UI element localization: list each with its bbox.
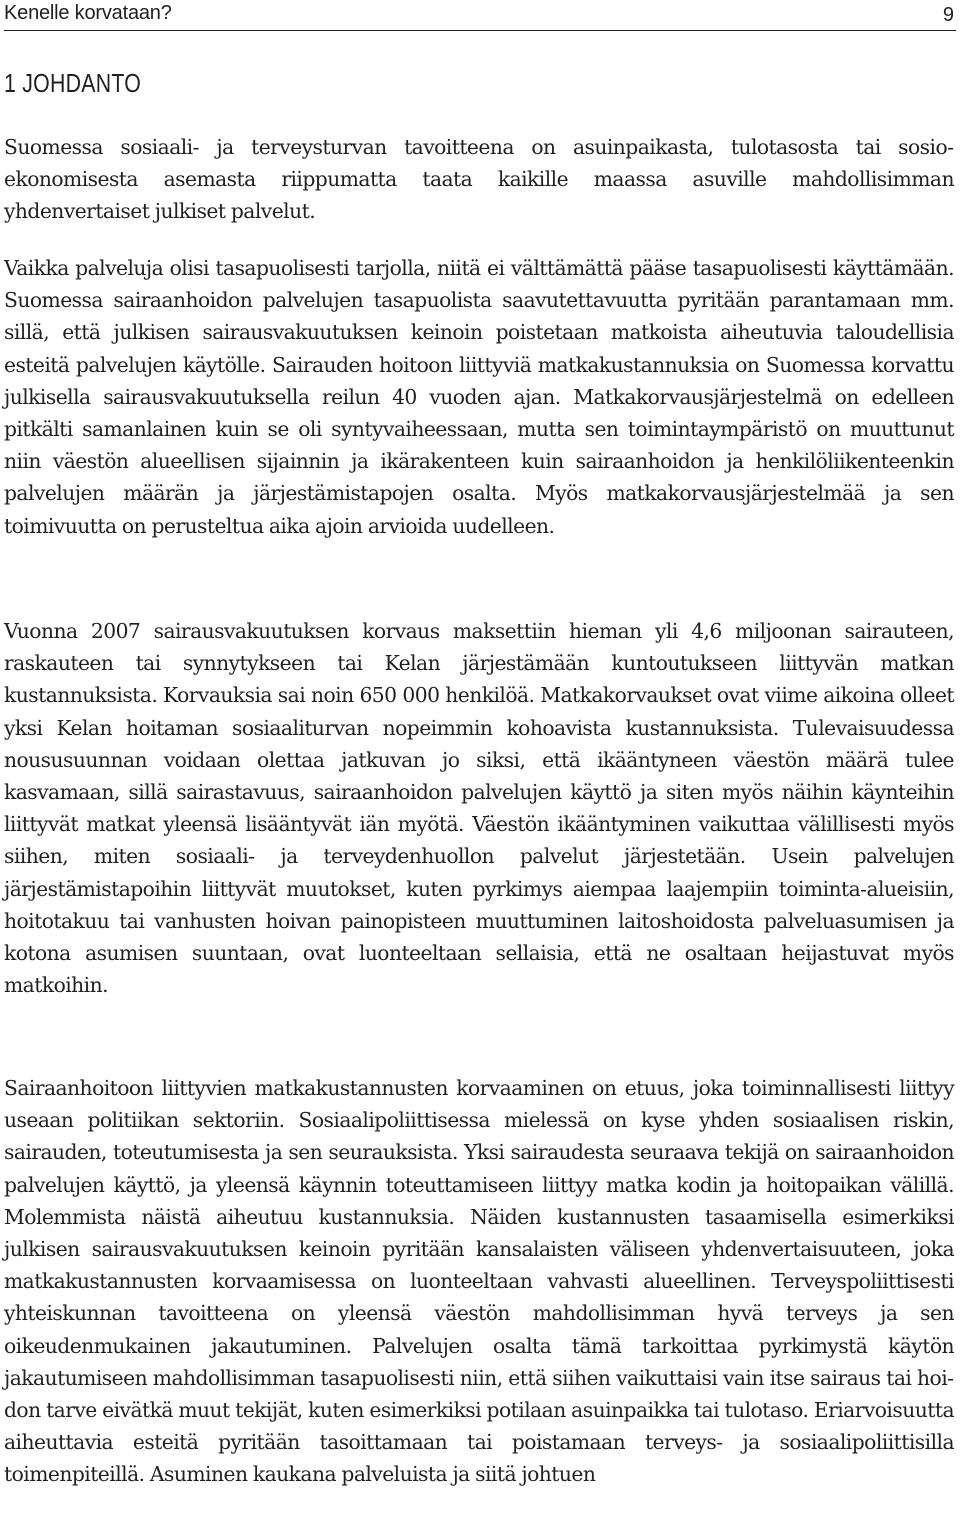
paragraph-4: Sairaanhoitoon liittyvien matkakustannusten korvaaminen on etuus, joka toiminnallisesti liittyy useaan politiikan sektoriin. Sosiaalipoliittisessa mielessä on kyse yhden sosiaalisen riskin, sairauden, toteutumisesta ja sen seurauksista. Yksi sairaudesta seuraava tekijä on sairaanhoidon palvelujen käyttö, ja yleensä käynnin toteuttamiseen liittyy matka kodin ja hoitopaikan välillä. Molemmista näistä aiheutuu kustannuksia. Näiden kustannusten tasaamisella esimerkiksi julkisen sairausvakuutuksen keinoin pyritään kansalaisten väliseen yhdenvertaisuuteen, joka matkakustannusten korvaamisessa on luonteeltaan vahvasti alueellinen. Terveyspoliittisesti yhteiskunnan tavoitteena on yleensä väestön mahdollisimman hyvä terveys ja sen oikeudenmukainen jakautuminen. Palvelujen osalta tämä tarkoittaa pyrkimystä käytön jakautumiseen mahdollisimman tasapuolisesti niin, että siihen vaikuttaisi vain itse sairaus tai hoidon tarve eivätkä muut tekijät, kuten esimerkiksi potilaan asuinpaikka tai tulotaso. Eriarvoisuutta aiheuttavia esteitä pyritään tasoittamaan tai poistamaan terveys- ja sosiaalipoliittisilla toimenpiteillä. Asuminen kaukana palveluista ja siitä johtuen [4,1076,954,1487]
running-head-title: Kenelle korvataan? [4,2,172,24]
page-number: 9 [942,4,954,26]
chapter-heading: 1 JOHDANTO [4,68,142,98]
paragraph-3: Vuonna 2007 sairausvakuutuksen korvaus maksettiin hieman yli 4,6 miljoonan sairauteen, raskauteen tai synnytykseen tai Kelan järjestämään kuntoutukseen liittyvän matkan kustannuksista. Korvauksia sai noin 650 000 henkilöä. Matkakorvaukset ovat viime aikoina olleet yksi Kelan hoitaman sosiaaliturvan nopeimmin kohoavista kustannuksista. Tulevaisuudessa noususuunnan voidaan olettaa jatkuvan jo siksi, että ikääntyneen väestön määrä tulee kasvamaan, sillä sairastavuus, sairaanhoidon palvelujen käyttö ja siten myös näihin käynteihin liittyvät matkat yleensä lisääntyvät iän myötä. Väestön ikääntyminen vaikuttaa välillisesti myös siihen, miten sosiaali- ja terveydenhuollon palvelut järjestetään. Usein palvelujen järjestämistapoihin liittyvät muutokset, kuten pyrkimys aiempaa laajempiin toiminta-alueisiin, hoitotakuu tai vanhusten hoivan painopisteen muuttuminen laitoshoidosta palveluasumisen ja kotona asumisen suuntaan, ovat luonteeltaan sellaisia, että ne osaltaan heijastuvat myös matkoihin. [4,619,954,998]
paragraph-2: Vaikka palveluja olisi tasapuolisesti tarjolla, niitä ei välttämättä pääse tasapuolisesti käyttämään. Suomessa sairaanhoidon palvelujen tasapuolista saavutettavuutta pyritään parantamaan mm. sillä, että julkisen sairausvakuutuksen keinoin poistetaan matkoista aiheutuvia taloudellisia esteitä palvelujen käytölle. Sairauden hoitoon liittyviä matkakustannuksia on Suomessa korvattu julkisella sairausvakuutuksella reilun 40 vuoden ajan. Matkakorvausjärjestelmä on edelleen pitkälti samanlainen kuin se oli syntyvaiheessaan, mutta sen toimintaympäristö on muuttunut niin väestön alueellisen sijainnin ja ikärakenteen kuin sairaanhoidon ja henkilöliikenteenkin palvelujen määrän ja järjestämistapojen osalta. Myös matkakorvausjärjestelmää ja sen toimivuutta on perusteltua aika ajoin arvioida uudelleen. [4,256,954,538]
paragraph-1: Suomessa sosiaali- ja terveysturvan tavoitteena on asuinpaikasta, tulotasosta tai sosioekonomisesta asemasta riippumatta taata kaikille maassa asuville mahdollisimman yhdenvertaiset julkiset palvelut. [4,135,954,224]
running-head [4,0,956,31]
